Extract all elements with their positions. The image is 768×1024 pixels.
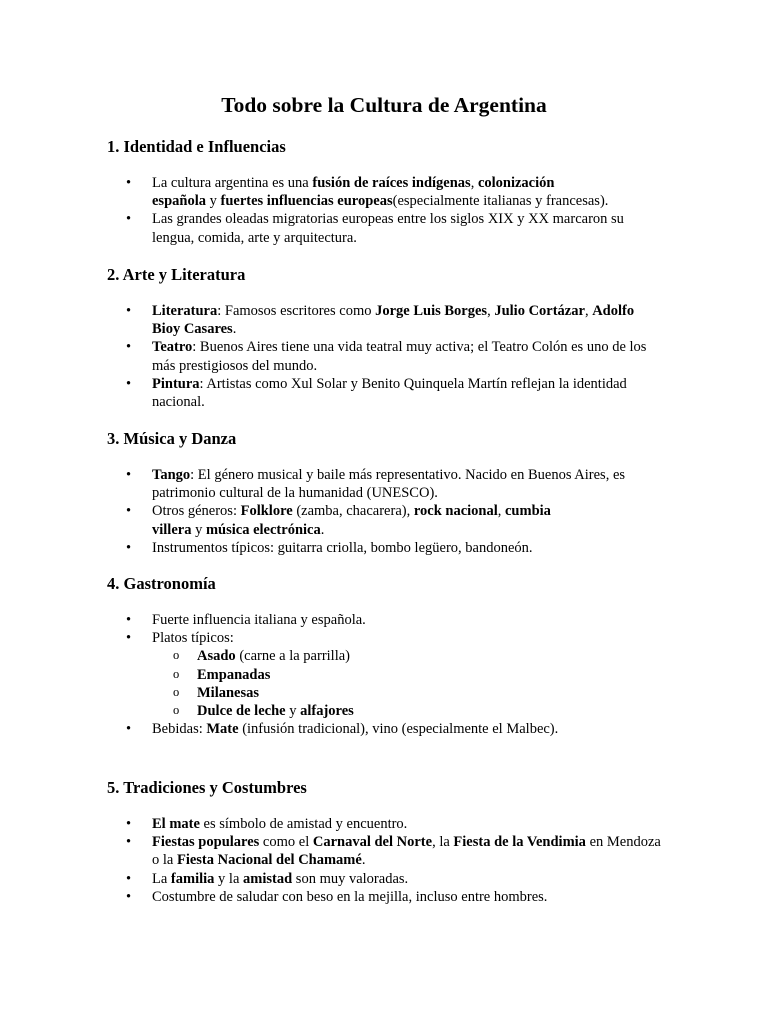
section-heading: 1. Identidad e Influencias	[107, 137, 286, 156]
list-item: • Las grandes oleadas migratorias europeas entre los siglos XIX y XX marcaron su lengua, comida, arte y arquitectura.	[107, 210, 667, 246]
list-item: • La cultura argentina es una fusión de raíces indígenas, colonización española y fuertes influencias europeas(especialmente italianas y francesas).	[107, 174, 667, 210]
list-item: • Otros géneros: Folklore (zamba, chacarera), rock nacional, cumbia villera y música electrónica.	[107, 502, 667, 538]
section-gastronomia	[107, 573, 667, 738]
list-item: • Costumbre de saludar con beso en la mejilla, incluso entre hombres.	[107, 888, 667, 906]
section-heading: 2. Arte y Literatura	[107, 265, 246, 284]
list-item: • El mate es símbolo de amistad y encuentro.	[107, 815, 667, 833]
list-item: • Teatro: Buenos Aires tiene una vida teatral muy activa; el Teatro Colón es uno de los más prestigiosos del mundo.	[107, 338, 667, 374]
section-arte-literatura	[107, 264, 667, 411]
section-musica-danza	[107, 428, 667, 557]
bullet-list	[107, 466, 667, 557]
list-item: • La familia y la amistad son muy valoradas.	[107, 870, 667, 888]
document-title: Todo sobre la Cultura de Argentina	[221, 93, 547, 117]
sub-list-item: o Dulce de leche y alfajores	[152, 702, 667, 720]
section-tradiciones	[107, 777, 667, 906]
list-item: • Fiestas populares como el Carnaval del Norte, la Fiesta de la Vendimia en Mendoza o la Fiesta Nacional del Chamamé.	[107, 833, 667, 869]
bullet-list	[107, 174, 667, 247]
section-heading: 4. Gastronomía	[107, 574, 216, 593]
section-heading: 3. Música y Danza	[107, 429, 237, 448]
bullet-list	[107, 611, 667, 738]
sub-list-item: o Milanesas	[152, 684, 667, 702]
section-identidad	[107, 136, 667, 247]
list-item: • Literatura: Famosos escritores como Jorge Luis Borges, Julio Cortázar, Adolfo Bioy Casares.	[107, 302, 667, 338]
list-item: • Bebidas: Mate (infusión tradicional), vino (especialmente el Malbec).	[107, 720, 667, 738]
list-item: • Pintura: Artistas como Xul Solar y Benito Quinquela Martín reflejan la identidad nacional.	[107, 375, 667, 411]
section-heading: 5. Tradiciones y Costumbres	[107, 778, 307, 797]
list-item: • Instrumentos típicos: guitarra criolla, bombo legüero, bandoneón.	[107, 539, 667, 557]
list-item: • Platos típicos: o Asado (carne a la parrilla) o Empanadas o Milanesas o Dulce de leche y alfajores	[107, 629, 667, 720]
sub-list	[152, 647, 667, 720]
bullet-list	[107, 302, 667, 411]
sub-list-item: o Empanadas	[152, 666, 667, 684]
bullet-list	[107, 815, 667, 906]
list-item: • Tango: El género musical y baile más representativo. Nacido en Buenos Aires, es patrimonio cultural de la humanidad (UNESCO).	[107, 466, 667, 502]
list-item: • Fuerte influencia italiana y española.	[107, 611, 667, 629]
sub-list-item: o Asado (carne a la parrilla)	[152, 647, 667, 665]
